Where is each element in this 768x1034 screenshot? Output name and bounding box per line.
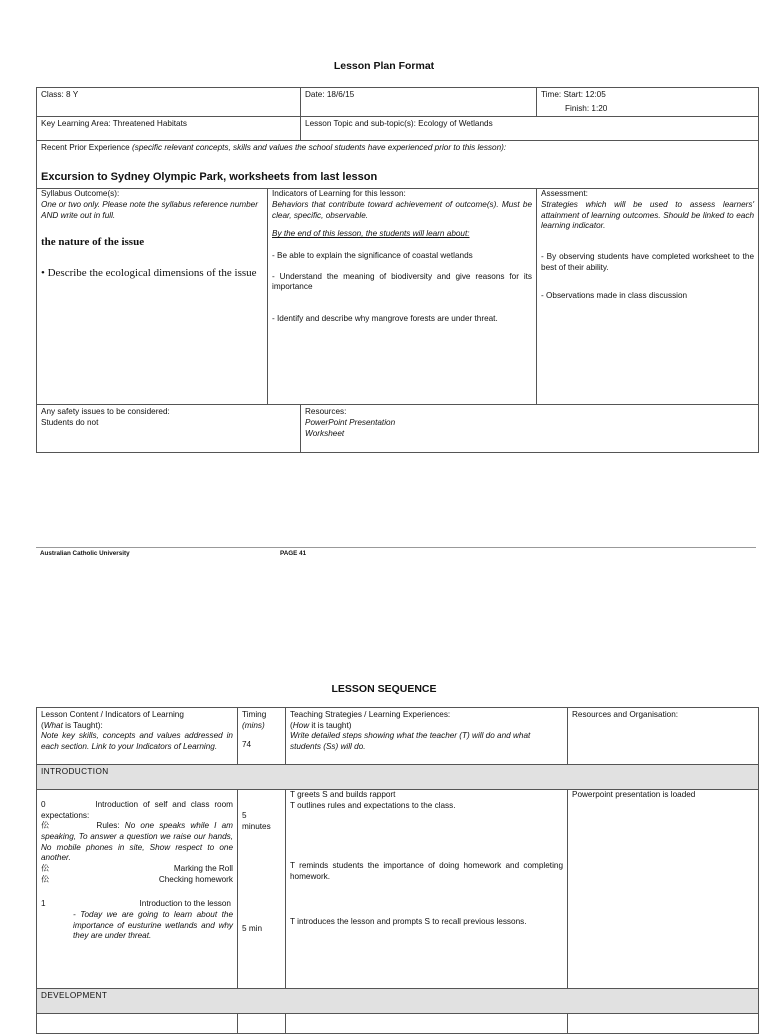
bullet-marker: 伀 — [41, 863, 50, 873]
intro-item-1 — [41, 899, 233, 910]
resources-label: Resources: — [305, 407, 347, 417]
section-introduction-label: INTRODUCTION — [41, 767, 109, 776]
section-development-label: DEVELOPMENT — [41, 991, 108, 1000]
syllabus-cell — [37, 189, 268, 405]
key-learning-area: Key Learning Area: Threatened Habitats — [41, 119, 187, 129]
col-resources-heading: Resources and Organisation: — [572, 710, 679, 719]
col-timing-unit: (mins) — [242, 720, 265, 730]
syllabus-note: One or two only. Please note the syllabus reference number AND write out in full. — [41, 199, 258, 220]
header-content-cell — [37, 708, 238, 765]
prior-label: Recent Prior Experience — [41, 143, 130, 153]
resources-cell — [301, 405, 759, 453]
assessment-item: - By observing students have completed worksheet to the best of their ability. — [541, 251, 755, 272]
indicator-item: - Be able to explain the significance of coastal wetlands — [272, 250, 473, 260]
indicator-item: - Identify and describe why mangrove forests are under threat. — [272, 313, 498, 323]
assessment-note: Strategies which will be used to assess learners' attainment of learning outcomes. Should be linked to each learning indicator. — [541, 199, 755, 231]
homework-text: Checking homework — [158, 874, 233, 884]
col-content-heading: Lesson Content / Indicators of Learning — [41, 710, 184, 719]
time-cell — [537, 88, 759, 117]
class-field: Class: 8 Y — [41, 90, 79, 99]
timing-value: 5 min — [242, 924, 263, 934]
intro-content-cell — [37, 790, 238, 989]
strategy-item: T outlines rules and expectations to the class. — [290, 800, 456, 810]
paren: ( — [290, 720, 293, 730]
col-timing-heading: Timing — [242, 710, 267, 719]
assessment-cell — [537, 189, 759, 405]
footer-rule — [36, 547, 756, 548]
rules-item — [41, 821, 233, 864]
timing-value: 5 — [242, 811, 247, 820]
col-strategies-note: Write detailed steps showing what the teacher (T) will do and what students (Ss) will do. — [290, 731, 531, 751]
prior-note: (specific relevant concepts, skills and values the school students have experienced prior to this lesson): — [132, 143, 507, 153]
rules-label: Rules: — [96, 821, 120, 831]
page-title: Lesson Plan Format — [333, 60, 435, 72]
intro-item-number: 1 — [41, 899, 46, 909]
paren: ( — [41, 720, 44, 730]
lesson-sequence-table — [36, 707, 759, 1034]
kla-cell — [37, 117, 301, 141]
total-minutes: 74 — [242, 740, 252, 750]
intro-item-0 — [41, 800, 233, 821]
syllabus-outcome-1: the nature of the issue — [41, 236, 145, 249]
assessment-heading: Assessment: — [541, 189, 588, 199]
homework-item — [41, 875, 233, 886]
bullet-marker: 伀 — [41, 874, 50, 884]
safety-label: Any safety issues to be considered: — [41, 407, 170, 417]
indicators-note: Behaviors that contribute toward achievement of outcome(s). Must be clear, specific, observable. — [272, 199, 533, 220]
intro-item-text: Introduction to the lesson — [139, 899, 231, 909]
date-field: Date: 18/6/15 — [305, 90, 355, 99]
bullet-marker: 伀 — [41, 821, 53, 831]
assessment-item: - Observations made in class discussion — [541, 291, 688, 301]
rules-text: No one speaks while I am speaking, To answer a question we raise our hands, No mobile phones in site, Show respect to one another. — [41, 821, 233, 863]
prior-experience-cell — [37, 141, 759, 189]
header-resources-cell — [568, 708, 759, 765]
strategy-item: T introduces the lesson and prompts S to recall previous lessons. — [290, 916, 527, 926]
lesson-plan-table — [36, 87, 759, 453]
resource-item: PowerPoint Presentation — [305, 417, 396, 427]
safety-cell — [37, 405, 301, 453]
lesson-topic: Lesson Topic and sub-topic(s): Ecology of Wetlands — [305, 119, 493, 129]
header-strategies-cell — [286, 708, 568, 765]
roll-text: Marking the Roll — [173, 863, 233, 873]
date-cell — [301, 88, 537, 117]
topic-cell — [301, 117, 759, 141]
indicators-cell — [268, 189, 537, 405]
indicators-lead: By the end of this lesson, the students will learn about: — [272, 229, 470, 239]
time-finish: Finish: 1:20 — [565, 103, 608, 113]
section-introduction — [37, 765, 759, 790]
roll-item — [41, 864, 233, 875]
header-timing-cell — [238, 708, 286, 765]
resource-item: Powerpoint presentation is loaded — [572, 790, 696, 799]
indicator-item: - Understand the meaning of biodiversity and give reasons for its importance — [272, 271, 533, 292]
col-content-note: Note key skills, concepts and values addressed in each section. Link to your Indicators of Learning. — [41, 731, 233, 751]
what-label: What — [43, 720, 63, 730]
col-strategies-suffix: it is taught) — [309, 720, 352, 730]
footer-page-number: PAGE 41 — [280, 550, 307, 557]
strategy-item: T reminds students the importance of doing homework and completing homework. — [290, 861, 563, 881]
footer-university: Australian Catholic University — [40, 550, 130, 557]
col-content-suffix: is Taught): — [62, 720, 103, 730]
intro-resources-cell — [568, 790, 759, 989]
section-development — [37, 989, 759, 1014]
syllabus-heading: Syllabus Outcome(s): — [41, 189, 120, 199]
intro-item-text: Introduction of self and class room expectations: — [41, 800, 233, 820]
resource-item: Worksheet — [305, 428, 345, 438]
indicators-heading: Indicators of Learning for this lesson: — [272, 189, 406, 199]
intro-timing-cell — [238, 790, 286, 989]
col-strategies-heading: Teaching Strategies / Learning Experiences: — [290, 710, 451, 719]
safety-value: Students do not — [41, 417, 99, 427]
syllabus-outcome-2: • Describe the ecological dimensions of the issue — [41, 266, 257, 279]
strategy-item: T greets S and builds rapport — [290, 790, 396, 799]
how-label: How — [292, 720, 310, 730]
intro-strategies-cell — [286, 790, 568, 989]
timing-unit: minutes — [242, 821, 271, 831]
class-cell — [37, 88, 301, 117]
prior-experience-value: Excursion to Sydney Olympic Park, worksheets from last lesson — [41, 170, 378, 183]
lesson-sequence-title: LESSON SEQUENCE — [331, 683, 437, 695]
time-start: Time: Start: 12:05 — [541, 90, 606, 99]
intro-item-number: 0 — [41, 800, 46, 809]
intro-item-1-detail: - Today we are going to learn about the importance of eusturine wetlands and why they are under threat. — [73, 909, 233, 941]
